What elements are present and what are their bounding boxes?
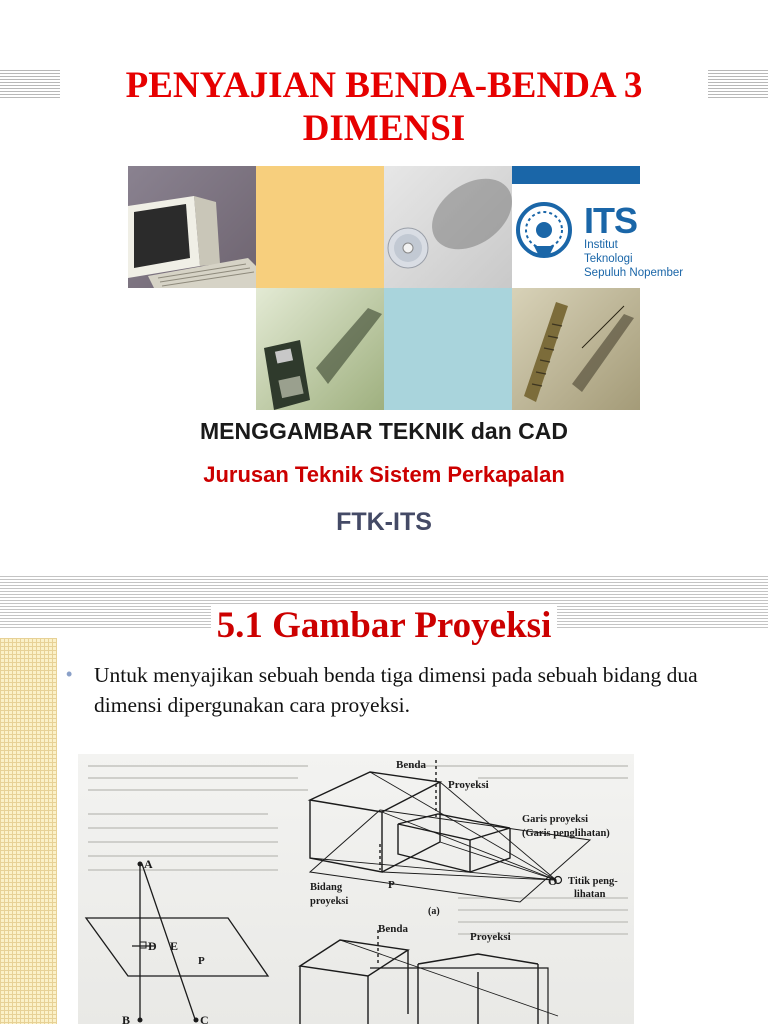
section-title: 5.1 Gambar Proyeksi — [0, 604, 768, 648]
label-titik-line1: Titik peng- — [568, 876, 618, 887]
floppy-disk-photo — [256, 288, 384, 410]
label-proyeksi-2: Proyeksi — [470, 931, 511, 943]
cd-photo — [384, 166, 512, 288]
cyan-block — [384, 288, 512, 410]
label-point-p2: P — [198, 955, 205, 967]
label-bidang-line1: Bidang — [310, 882, 343, 893]
projection-diagram — [78, 754, 634, 1024]
its-logo-text: ITS Institut Teknologi Sepuluh Nopember — [584, 200, 684, 279]
bullet-text: Untuk menyajikan sebuah benda tiga dimensi pada sebuah bidang dua dimensi dipergunakan cara proyeksi. — [94, 663, 698, 717]
sidebar-pattern — [0, 638, 57, 1024]
content-slide — [0, 576, 768, 1024]
label-benda-2: Benda — [378, 923, 408, 935]
faculty-name: FTK-ITS — [336, 508, 432, 536]
orange-block — [256, 166, 384, 288]
course-name: MENGGAMBAR TEKNIK dan CAD — [200, 418, 568, 444]
label-benda: Benda — [396, 759, 426, 771]
label-point-d: D — [148, 939, 157, 953]
label-bidang-line2: proyeksi — [310, 896, 349, 907]
label-titik-line2: lihatan — [574, 889, 606, 900]
label-point-a: A — [144, 857, 153, 871]
keyboard-photo — [512, 288, 640, 410]
slide-title: PENYAJIAN BENDA-BENDA 3 DIMENSI — [60, 64, 708, 150]
label-garis-proyeksi: Garis proyeksi — [522, 814, 589, 825]
label-point-o: O — [548, 874, 558, 888]
label-point-p: P — [388, 879, 395, 891]
label-point-b: B — [122, 1013, 131, 1024]
label-figure-a: (a) — [428, 906, 440, 917]
bullet-icon: • — [66, 664, 73, 684]
label-point-c: C — [200, 1013, 209, 1024]
label-point-e: E — [170, 939, 179, 953]
label-garis-penglihatan: (Garis penglihatan) — [522, 828, 610, 839]
department-name: Jurusan Teknik Sistem Perkapalan — [203, 462, 565, 487]
monitor-keyboard-photo — [128, 166, 256, 288]
label-proyeksi: Proyeksi — [448, 779, 489, 791]
